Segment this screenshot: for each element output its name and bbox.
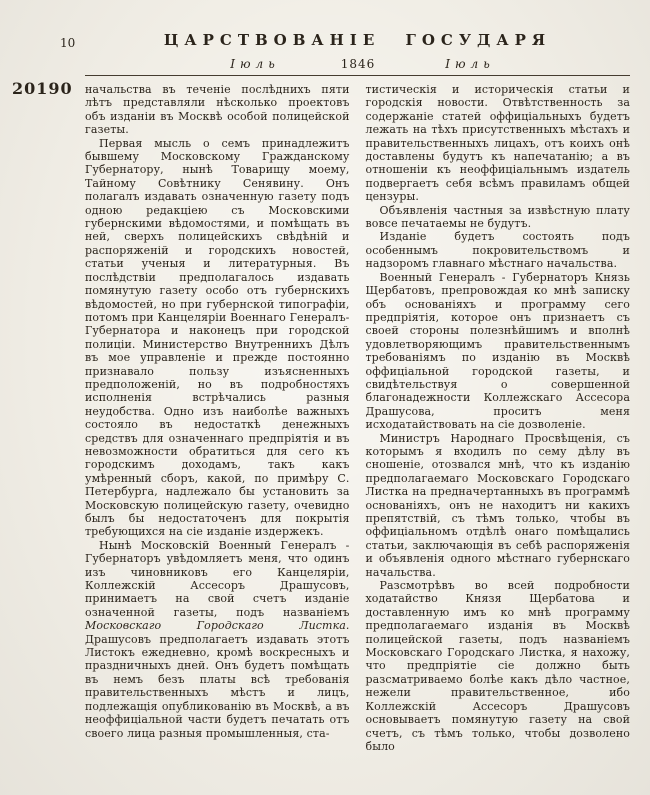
paragraph-italic-title: Московскаго Городскаго Листка. (85, 619, 350, 633)
act-margin-number: 20190 (12, 79, 73, 98)
paragraph-text: Нынѣ Московскій Военный Генералъ - Губернаторъ увѣдомляетъ меня, что одинъ изъ чиновниковъ его Канцеляріи, Коллежскій Ассесоръ Драшусовъ, принимаетъ на свой счетъ изданіе означенной газеты, подъ названіемъ (85, 538, 350, 619)
text-columns (85, 83, 630, 753)
paragraph: Военный Генералъ - Губернаторъ Князь Щербатовъ, препровождая ко мнѣ записку объ основаніяхъ и программу сего предпріятія, которое онъ признаетъ съ своей стороны полезнѣйшимъ и вполнѣ удовлетворяющимъ правительственнымъ требованіямъ по изданію въ Москвѣ оффиціальной городской газеты, и свидѣтельствуя о совершенной благонадежности Коллежскаго Ассесора Драшусова, проситъ меня исходатайствовать на сіе дозволеніе. (365, 270, 630, 432)
paragraph: Разсмотрѣвъ во всей подробности ходатайство Князя Щербатова и доставленную имъ ко мнѣ программу предполагаемаго изданія въ Москвѣ полицейской газеты, подъ названіемъ Московскаго Городскаго Листка, я нахожу, что предпріятіе сіе должно быть разсматриваемо болѣе какъ дѣло частное, нежели правительственное, ибо Коллежскій Ассесоръ Драшусовъ основываетъ помянутую газету на свой счетъ, съ тѣмъ только, чтобы дозволено было (365, 579, 630, 753)
page-title: ЦАРСТВОВАНІЕ ГОСУДАРЯ (163, 31, 552, 49)
page-number: 10 (60, 36, 76, 50)
paragraph: Изданіе будетъ состоять подъ особеннымъ покровительствомъ и надзоромъ главнаго мѣстнаго начальства. (365, 230, 630, 271)
paragraph: Министръ Народнаго Просвѣщенія, съ которымъ я входилъ по сему дѣлу въ сношеніе, отозвался мнѣ, что къ изданію предполагаемаго Московскаго Городскаго Листка на предначертанныхъ въ программѣ основаніяхъ, онъ не находитъ ни какихъ препятствій, съ тѣмъ только, чтобы въ оффиціальномъ отдѣлѣ онаго помѣщались статьи, заключающія въ себѣ распоряженія и объявленія одного мѣстнаго губернскаго начальства. (365, 431, 630, 579)
paragraph: тистическія и историческія статьи и городскія новости. Отвѣтственность за содержаніе статей оффиціальныхъ будетъ лежать на тѣхъ присутственныхъ мѣстахъ и правительственныхъ лицахъ, отъ коихъ онѣ доставлены будутъ къ напечатанію; а въ отношеніи къ неоффиціальнымъ издатель подвергаетъ себя всѣмъ правиламъ общей цензуры. (365, 83, 630, 204)
subheader-year: 1846 (340, 57, 376, 71)
paragraph (85, 539, 350, 740)
header-rule (85, 75, 630, 76)
paragraph: Первая мысль о семъ принадлежитъ бывшему Московскому Гражданскому Губернатору, нынѣ Товарищу моему, Тайному Совѣтнику Сенявину. Онъ полагалъ издавать означенную газету подъ одною редакціею съ Московскими губернскими вѣдомостями, и помѣщать въ ней, сверхъ полицейскихъ свѣдѣній и распоряженій и городскихъ новостей, статьи ученыя и литературныя. Въ послѣдствіи предполагалось издавать помянутую газету особо отъ губернскихъ вѣдомостей, но при губернской типографіи, потомъ при Канцеляріи Военнаго Генералъ-Губернатора и наконецъ при городской полиціи. Министерство Внутреннихъ Дѣлъ въ мое управленіе и прежде постоянно признавало пользу изъясненныхъ предположеній, но въ подробностяхъ исполненія встрѣчались разныя неудобства. Одно изъ наиболѣе важныхъ состояло въ недостаткѣ денежныхъ средствъ для означеннаго предпріятія и въ невозможности обратиться для сего къ городскимъ доходамъ, такъ какъ умѣренный сборъ, какой, по примѣру С. Петербурга, надлежало бы установить за Московскую полицейскую газету, очевидно былъ бы недостаточенъ для покрытія требующихся на сіе изданіе издержекъ. (85, 136, 350, 539)
paragraph-text: Драшусовъ предполагаетъ издавать этотъ Листокъ ежедневно, кромѣ воскресныхъ и праздничныхъ дней. Онъ будетъ помѣщать въ немъ безъ платы всѣ требованія правительственныхъ мѣстъ и лицъ, подлежащія опубликованію въ Москвѣ, а въ неоффиціальной части будетъ печатать отъ своего лица разныя промышленныя, ста- (85, 632, 350, 740)
subheader-month-left: Іюль (230, 57, 280, 71)
left-column (85, 83, 350, 753)
subheader-month-right: Іюль (445, 57, 495, 71)
paragraph: Объявленія частныя за извѣстную плату вовсе печатаемы не будутъ. (365, 203, 630, 231)
right-column (366, 83, 631, 753)
paragraph: начальства въ теченіе послѣднихъ пяти лѣтъ представляли нѣсколько проектовъ объ изданіи въ Москвѣ особой полицейской газеты. (85, 83, 350, 137)
